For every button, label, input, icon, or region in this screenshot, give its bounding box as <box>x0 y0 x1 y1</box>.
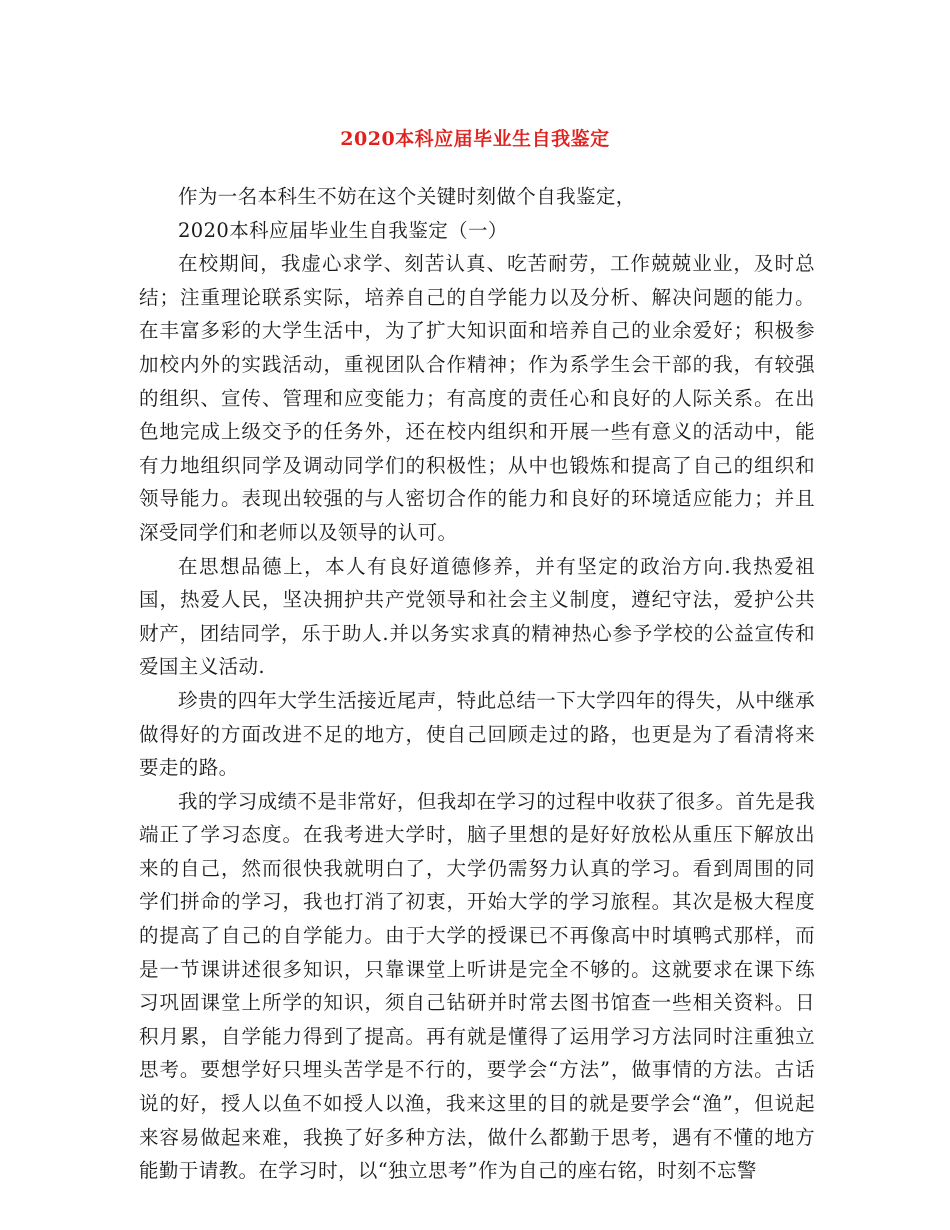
paragraph-intro: 作为一名本科生不妨在这个关键时刻做个自我鉴定， <box>178 185 636 208</box>
section-heading: 2020本科应届毕业生自我鉴定（一） <box>178 218 508 242</box>
paragraph: 在思想品德上，本人有良好道德修养，并有坚定的政治方向.我热爱祖国，热爱人民，坚决拥护共产党领导和社会主义制度，遵纪守法，爱护公共财产，团结同学，乐于助人.并以务实求真的精神热心参予学校的公益宣传和爱国主义活动. <box>139 554 815 679</box>
document-title: 2020本科应届毕业生自我鉴定 <box>340 128 610 150</box>
paragraph: 我的学习成绩不是非常好，但我却在学习的过程中收获了很多。首先是我端正了学习态度。在我考进大学时，脑子里想的是好好放松从重压下解放出来的自己，然而很快我就明白了，大学仍需努力认真的学习。看到周围的同学们拼命的学习，我也打消了初衷，开始大学的学习旅程。其次是极大程度的提高了自己的自学能力。由于大学的授课已不再像高中时填鸭式那样，而是一节课讲述很多知识，只靠课堂上听讲是完全不够的。这就要求在课下练习巩固课堂上所学的知识，须自己钻研并时常去图书馆查一些相关资料。日积月累，自学能力得到了提高。再有就是懂得了运用学习方法同时注重独立思考。要想学好只埋头苦学是不行的，要学会“方法”，做事情的方法。古话说的好，授人以鱼不如授人以渔，我来这里的目的就是要学会“渔”，但说起来容易做起来难，我换了好多种方法，做什么都勤于思考，遇有不懂的地方能勤于请教。在学习时，以“独立思考”作为自己的座右铭，时刻不忘警 <box>139 789 815 1183</box>
paragraph: 珍贵的四年大学生活接近尾声，特此总结一下大学四年的得失，从中继承做得好的方面改进不足的地方，使自己回顾走过的路，也更是为了看清将来要走的路。 <box>139 688 815 780</box>
paragraph: 在校期间，我虚心求学、刻苦认真、吃苦耐劳，工作兢兢业业，及时总结；注重理论联系实际，培养自己的自学能力以及分析、解决问题的能力。在丰富多彩的大学生活中，为了扩大知识面和培养自己的业余爱好；积极参加校内外的实践活动，重视团队合作精神；作为系学生会干部的我，有较强的组织、宣传、管理和应变能力；有高度的责任心和良好的人际关系。在出色地完成上级交予的任务外，还在校内组织和开展一些有意义的活动中，能有力地组织同学及调动同学们的积极性；从中也锻炼和提高了自己的组织和领导能力。表现出较强的与人密切合作的能力和良好的环境适应能力；并且深受同学们和老师以及领导的认可。 <box>139 252 815 544</box>
document-body <box>139 180 815 1188</box>
